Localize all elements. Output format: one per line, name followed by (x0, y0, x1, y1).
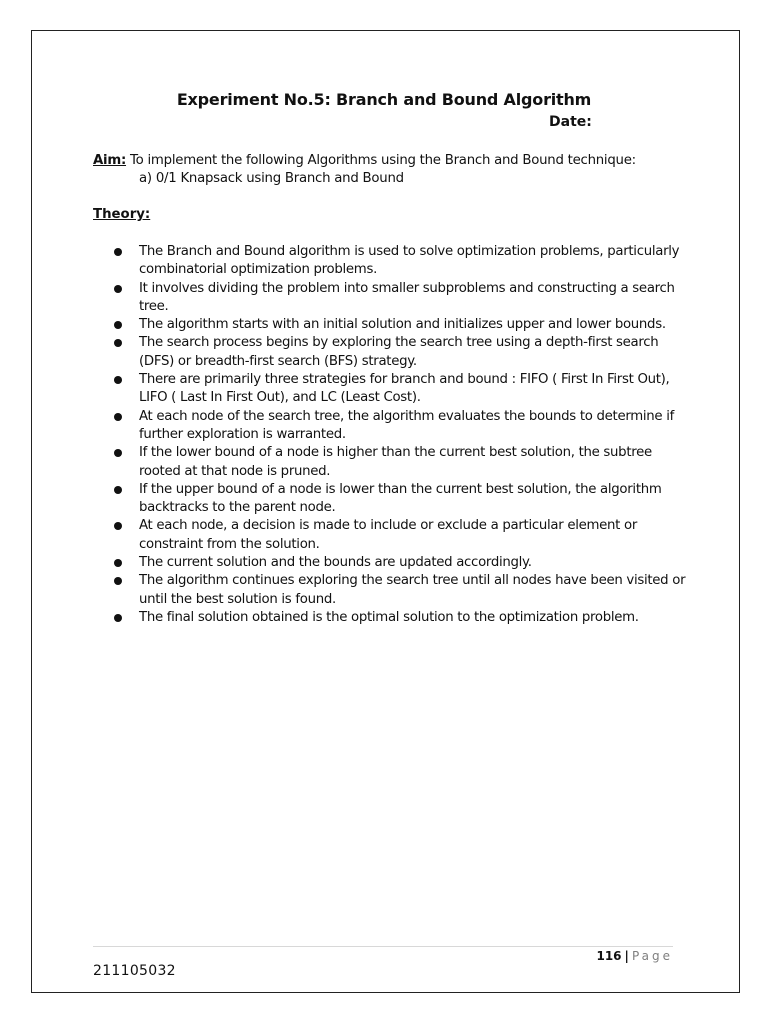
page-word: Page (631, 949, 673, 963)
list-item: The algorithm starts with an initial solution and initializes upper and lower bounds. (110, 316, 690, 334)
date-label: Date: (549, 114, 592, 130)
aim-label: Aim: (93, 153, 127, 168)
theory-bullet-list (110, 243, 690, 627)
list-item: At each node, a decision is made to include or exclude a particular element or constraint from the solution. (110, 517, 690, 554)
bullet-icon (114, 285, 122, 293)
list-item: The current solution and the bounds are updated accordingly. (110, 554, 690, 572)
footer-divider (93, 946, 673, 947)
page-title: Experiment No.5: Branch and Bound Algorithm (176, 90, 592, 109)
page-number (596, 949, 673, 963)
page-number-separator: | (624, 949, 629, 963)
bullet-icon (114, 248, 122, 256)
bullet-icon (114, 376, 122, 384)
bullet-icon (114, 413, 122, 421)
bullet-icon (114, 559, 122, 567)
list-item: If the lower bound of a node is higher than the current best solution, the subtree rooted at that node is pruned. (110, 444, 690, 481)
roll-number: 211105032 (93, 963, 176, 979)
list-item: The Branch and Bound algorithm is used to solve optimization problems, particularly combinatorial optimization problems. (110, 243, 690, 280)
list-item: There are primarily three strategies for branch and bound : FIFO ( First In First Out), LIFO ( Last In First Out), and LC (Least Cost). (110, 371, 690, 408)
bullet-icon (114, 321, 122, 329)
theory-heading: Theory: (93, 207, 151, 222)
list-item: If the upper bound of a node is lower than the current best solution, the algorithm backtracks to the parent node. (110, 481, 690, 518)
page-number-value: 116 (596, 949, 622, 963)
bullet-icon (114, 614, 122, 622)
bullet-icon (114, 522, 122, 530)
aim-subitem: a) 0/1 Knapsack using Branch and Bound (139, 171, 404, 186)
list-item: It involves dividing the problem into smaller subproblems and constructing a search tree. (110, 280, 690, 317)
bullet-icon (114, 339, 122, 347)
bullet-icon (114, 577, 122, 585)
bullet-icon (114, 449, 122, 457)
list-item: The final solution obtained is the optimal solution to the optimization problem. (110, 609, 690, 627)
aim-text: To implement the following Algorithms using the Branch and Bound technique: (126, 153, 636, 168)
list-item: At each node of the search tree, the algorithm evaluates the bounds to determine if further exploration is warranted. (110, 408, 690, 445)
list-item: The algorithm continues exploring the search tree until all nodes have been visited or until the best solution is found. (110, 572, 690, 609)
aim-line (93, 151, 636, 170)
list-item: The search process begins by exploring the search tree using a depth-first search (DFS) or breadth-first search (BFS) strategy. (110, 334, 690, 371)
bullet-icon (114, 486, 122, 494)
